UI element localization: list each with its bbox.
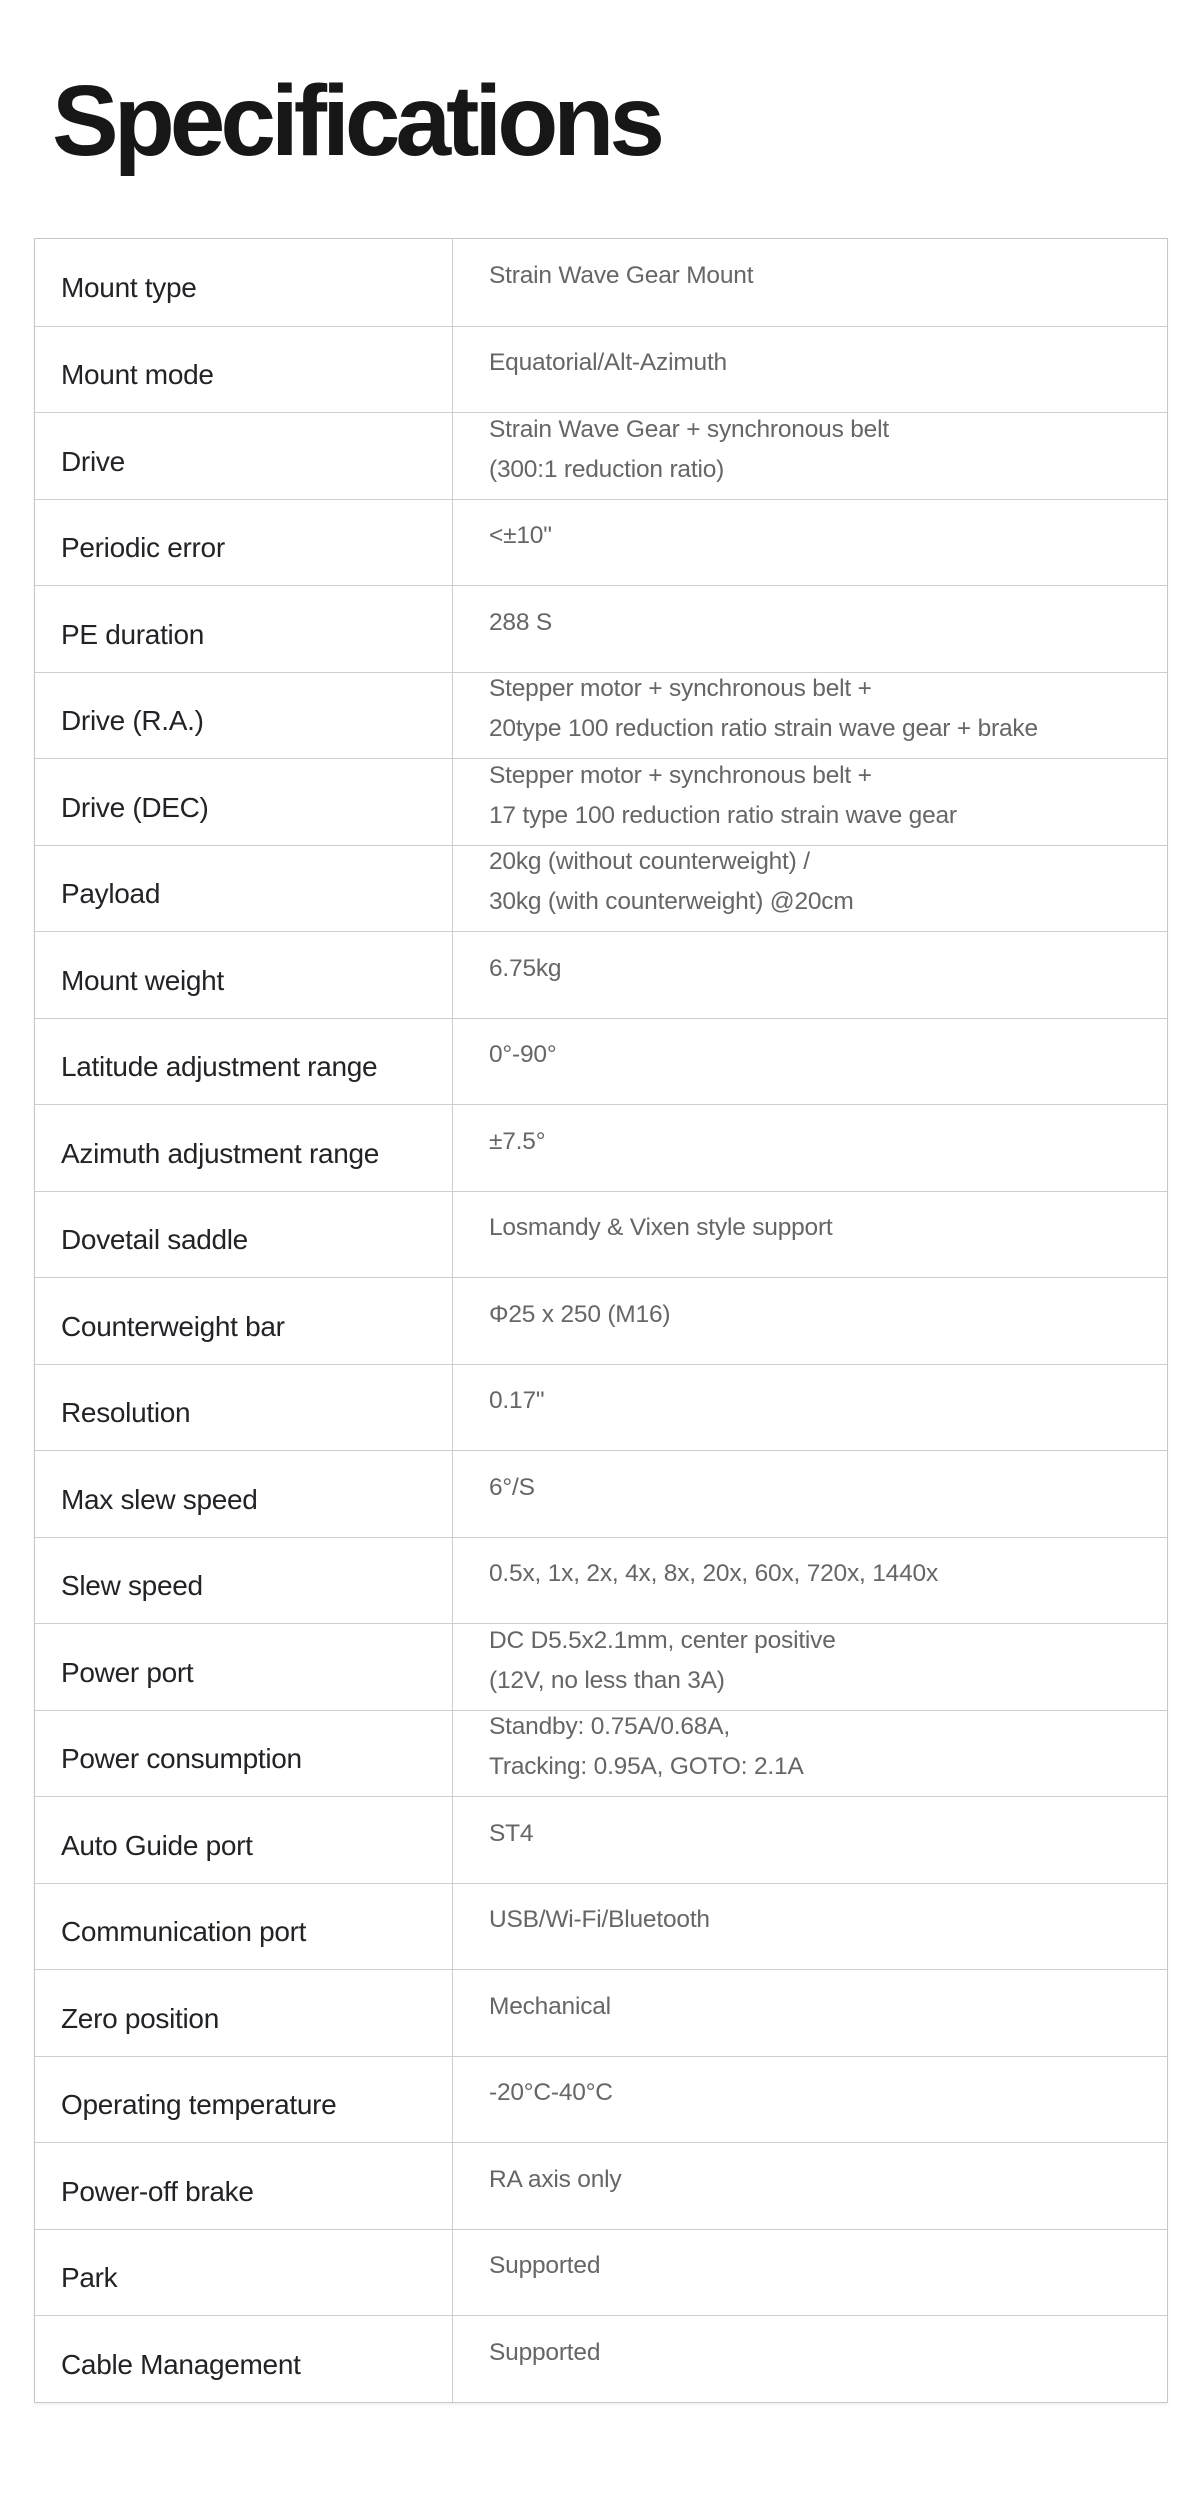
spec-value <box>453 673 1167 759</box>
spec-value <box>453 2316 1167 2402</box>
spec-value-line: Tracking: 0.95A, GOTO: 2.1A <box>489 1753 804 1781</box>
spec-value-line: -20°C-40°C <box>489 2079 613 2107</box>
spec-label: Periodic error <box>35 500 453 586</box>
table-row <box>35 758 1167 845</box>
spec-value-line: 0°-90° <box>489 1041 557 1069</box>
table-row <box>35 1450 1167 1537</box>
spec-value-line: Losmandy & Vixen style support <box>489 1214 833 1242</box>
table-row <box>35 1796 1167 1883</box>
spec-value-line: Equatorial/Alt-Azimuth <box>489 349 727 377</box>
spec-label: Slew speed <box>35 1538 453 1624</box>
table-row <box>35 672 1167 759</box>
table-row <box>35 2142 1167 2229</box>
spec-label: Power port <box>35 1624 453 1710</box>
spec-value-line: DC D5.5x2.1mm, center positive <box>489 1626 836 1654</box>
spec-table <box>34 238 1168 2403</box>
spec-value-line: Supported <box>489 2252 601 2280</box>
spec-value-line: Stepper motor + synchronous belt + <box>489 761 872 789</box>
spec-value <box>453 846 1167 932</box>
table-row <box>35 1969 1167 2056</box>
table-row <box>35 1018 1167 1105</box>
spec-label: Drive (R.A.) <box>35 673 453 759</box>
spec-value <box>453 1538 1167 1624</box>
table-row <box>35 239 1167 326</box>
spec-value-line: Φ25 x 250 (M16) <box>489 1300 671 1328</box>
spec-label: Auto Guide port <box>35 1797 453 1883</box>
table-row <box>35 1104 1167 1191</box>
table-row <box>35 585 1167 672</box>
spec-value <box>453 1711 1167 1797</box>
spec-value <box>453 1624 1167 1710</box>
spec-value <box>453 1365 1167 1451</box>
spec-value <box>453 1278 1167 1364</box>
spec-value-line: 30kg (with counterweight) @20cm <box>489 888 854 916</box>
spec-value-line: RA axis only <box>489 2165 622 2193</box>
table-row <box>35 326 1167 413</box>
spec-value-line: 17 type 100 reduction ratio strain wave gear <box>489 801 957 829</box>
spec-value <box>453 1105 1167 1191</box>
spec-value <box>453 2143 1167 2229</box>
table-row <box>35 2056 1167 2143</box>
table-row <box>35 2229 1167 2316</box>
spec-value <box>453 1884 1167 1970</box>
spec-label: PE duration <box>35 586 453 672</box>
spec-value <box>453 1797 1167 1883</box>
spec-value-line: 288 S <box>489 608 553 636</box>
spec-value-line: Stepper motor + synchronous belt + <box>489 675 872 703</box>
spec-value-line: 6°/S <box>489 1473 535 1501</box>
spec-value-line: ST4 <box>489 1819 534 1847</box>
spec-label: Power-off brake <box>35 2143 453 2229</box>
spec-value-line: (12V, no less than 3A) <box>489 1666 725 1694</box>
spec-value-line: Strain Wave Gear Mount <box>489 262 754 290</box>
spec-value <box>453 2057 1167 2143</box>
spec-value-line: 0.5x, 1x, 2x, 4x, 8x, 20x, 60x, 720x, 1440x <box>489 1560 939 1588</box>
spec-value <box>453 1970 1167 2056</box>
spec-label: Drive <box>35 413 453 499</box>
spec-value <box>453 413 1167 499</box>
table-row <box>35 931 1167 1018</box>
spec-label: Counterweight bar <box>35 1278 453 1364</box>
table-row <box>35 499 1167 586</box>
spec-value <box>453 500 1167 586</box>
spec-label: Max slew speed <box>35 1451 453 1537</box>
table-row <box>35 412 1167 499</box>
table-row <box>35 1364 1167 1451</box>
table-row <box>35 2315 1167 2402</box>
spec-label: Resolution <box>35 1365 453 1451</box>
spec-label: Azimuth adjustment range <box>35 1105 453 1191</box>
spec-label: Park <box>35 2230 453 2316</box>
spec-value <box>453 759 1167 845</box>
table-row <box>35 1277 1167 1364</box>
spec-label: Dovetail saddle <box>35 1192 453 1278</box>
spec-value <box>453 932 1167 1018</box>
spec-value <box>453 1019 1167 1105</box>
spec-value-line: 20type 100 reduction ratio strain wave gear + brake <box>489 715 1038 743</box>
spec-label: Mount weight <box>35 932 453 1018</box>
spec-value <box>453 2230 1167 2316</box>
spec-value <box>453 239 1167 326</box>
spec-value-line: USB/Wi-Fi/Bluetooth <box>489 1906 710 1934</box>
spec-label: Power consumption <box>35 1711 453 1797</box>
spec-value-line: 0.17" <box>489 1387 545 1415</box>
spec-value-line: Supported <box>489 2338 601 2366</box>
spec-label: Payload <box>35 846 453 932</box>
spec-value-line: ±7.5° <box>489 1127 546 1155</box>
spec-value-line: 6.75kg <box>489 954 562 982</box>
table-row <box>35 1537 1167 1624</box>
spec-value-line: <±10" <box>489 522 552 550</box>
spec-value <box>453 586 1167 672</box>
spec-value <box>453 1192 1167 1278</box>
spec-value-line: Mechanical <box>489 1992 611 2020</box>
spec-value <box>453 327 1167 413</box>
spec-value-line: 20kg (without counterweight) / <box>489 848 810 876</box>
page-title: Specifications <box>52 65 660 177</box>
spec-label: Mount mode <box>35 327 453 413</box>
spec-value-line: Strain Wave Gear + synchronous belt <box>489 415 889 443</box>
table-row <box>35 845 1167 932</box>
spec-label: Cable Management <box>35 2316 453 2402</box>
spec-label: Drive (DEC) <box>35 759 453 845</box>
spec-label: Operating temperature <box>35 2057 453 2143</box>
spec-value-line: Standby: 0.75A/0.68A, <box>489 1713 730 1741</box>
spec-label: Latitude adjustment range <box>35 1019 453 1105</box>
spec-label: Mount type <box>35 239 453 326</box>
spec-label: Communication port <box>35 1884 453 1970</box>
table-row <box>35 1623 1167 1710</box>
spec-label: Zero position <box>35 1970 453 2056</box>
spec-value <box>453 1451 1167 1537</box>
table-row <box>35 1710 1167 1797</box>
table-row <box>35 1883 1167 1970</box>
spec-value-line: (300:1 reduction ratio) <box>489 455 725 483</box>
table-row <box>35 1191 1167 1278</box>
